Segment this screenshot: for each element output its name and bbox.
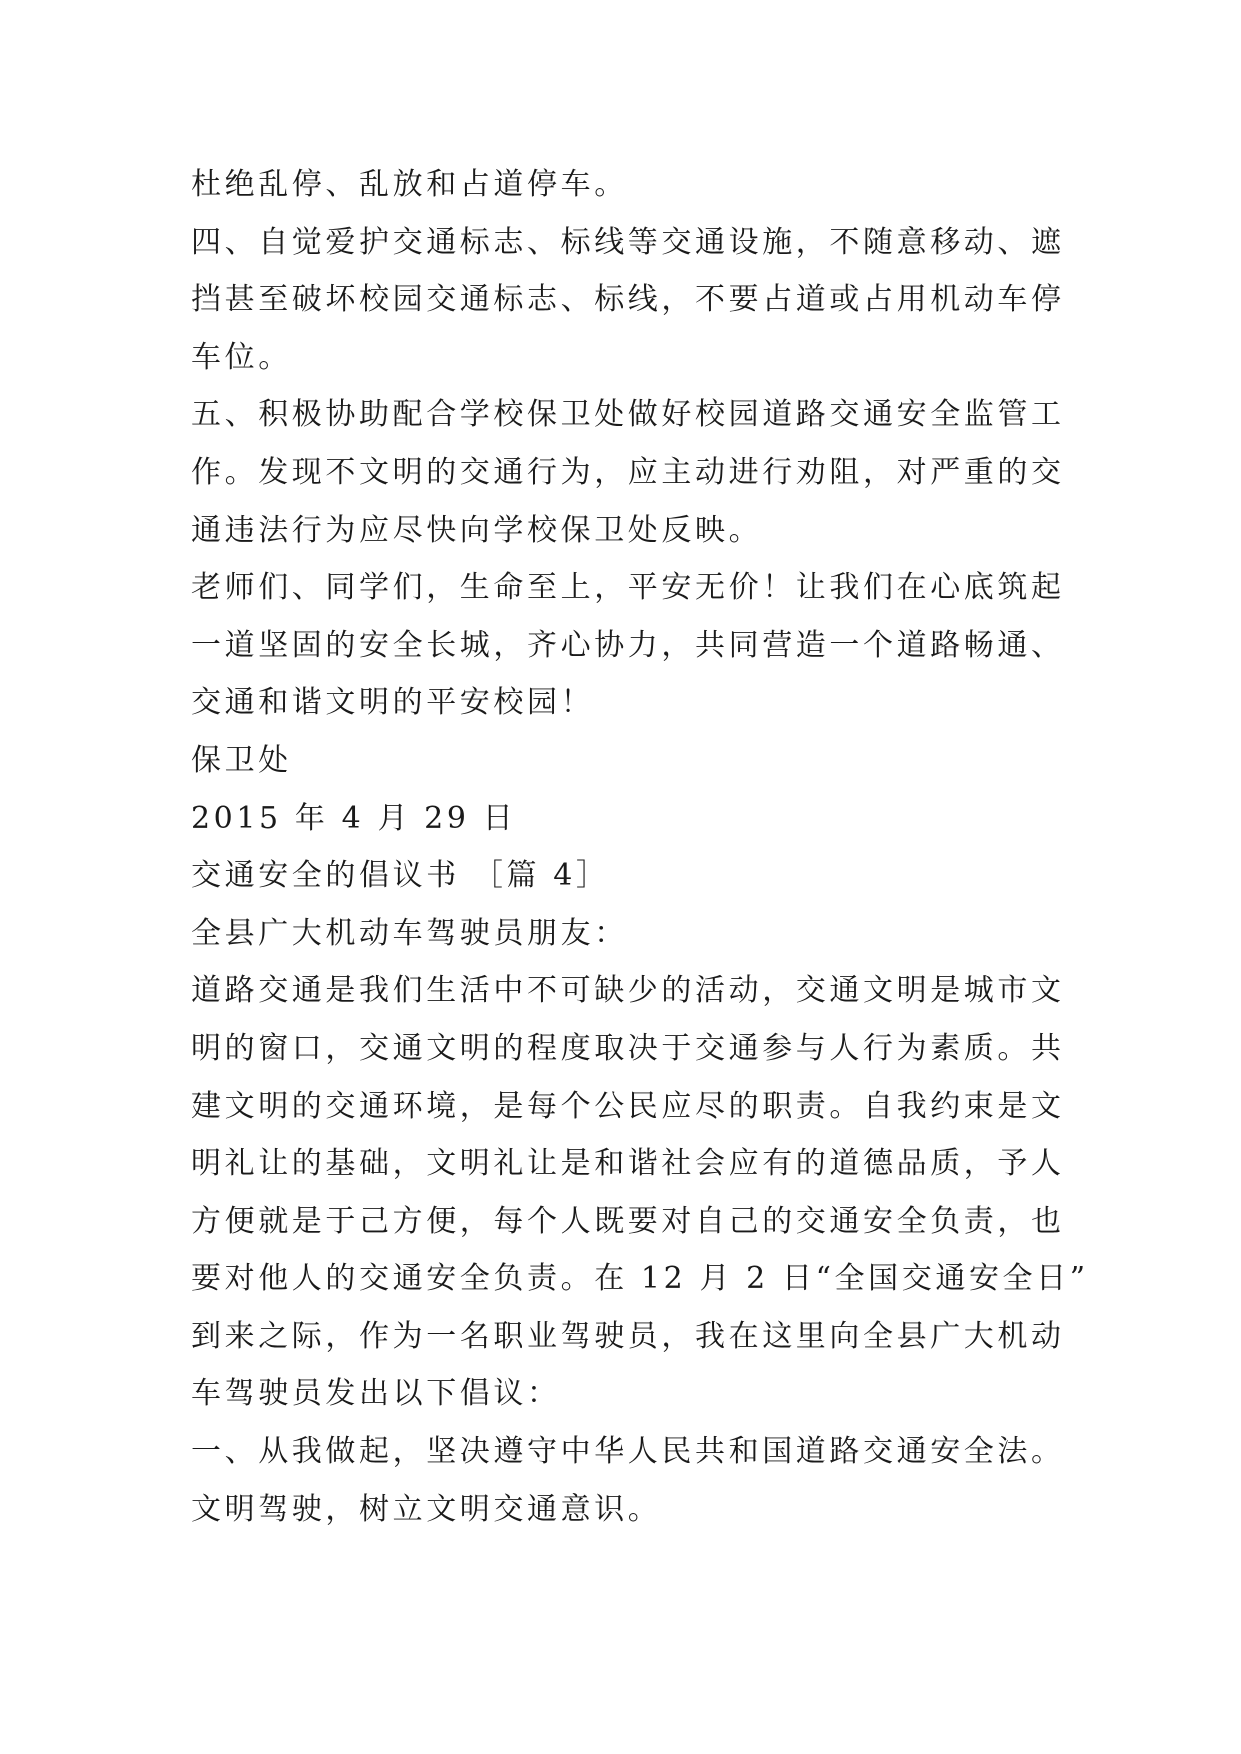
text-line: 通违法行为应尽快向学校保卫处反映。 — [191, 512, 763, 548]
section-title: 交通安全的倡议书 ［篇 4］ — [191, 858, 610, 894]
text-line: 要对他人的交通安全负责。在 12 月 2 日“全国交通安全日” — [191, 1261, 1089, 1297]
text-line: 一、从我做起，坚决遵守中华人民共和国道路交通安全法。 — [191, 1434, 1065, 1470]
text-line: 一道坚固的安全长城，齐心协力，共同营造一个道路畅通、 — [191, 627, 1065, 663]
text-line: 文明驾驶，树立文明交通意识。 — [191, 1491, 662, 1527]
text-line: 作。发现不文明的交通行为，应主动进行劝阻，对严重的交 — [191, 454, 1065, 490]
text-line: 五、积极协助配合学校保卫处做好校园道路交通安全监管工 — [191, 397, 1065, 433]
signature-date: 2015 年 4 月 29 日 — [191, 800, 517, 836]
text-line: 到来之际，作为一名职业驾驶员，我在这里向全县广大机动 — [191, 1318, 1065, 1354]
text-line: 建文明的交通环境，是每个公民应尽的职责。自我约束是文 — [191, 1088, 1065, 1124]
text-line: 老师们、同学们，生命至上，平安无价！让我们在心底筑起 — [191, 570, 1065, 606]
text-line: 车驾驶员发出以下倡议： — [191, 1376, 561, 1412]
salutation: 全县广大机动车驾驶员朋友： — [191, 915, 628, 951]
text-line: 明的窗口，交通文明的程度取决于交通参与人行为素质。共 — [191, 1030, 1065, 1066]
signature-department: 保卫处 — [191, 742, 292, 778]
text-line: 车位。 — [191, 339, 292, 375]
text-line: 方便就是于己方便，每个人既要对自己的交通安全负责，也 — [191, 1203, 1065, 1239]
text-line: 明礼让的基础，文明礼让是和谐社会应有的道德品质，予人 — [191, 1146, 1065, 1182]
text-line: 交通和谐文明的平安校园！ — [191, 685, 595, 721]
text-line: 挡甚至破坏校园交通标志、标线，不要占道或占用机动车停 — [191, 282, 1065, 318]
text-line: 道路交通是我们生活中不可缺少的活动，交通文明是城市文 — [191, 973, 1065, 1009]
text-line: 四、自觉爱护交通标志、标线等交通设施，不随意移动、遮 — [191, 224, 1065, 260]
document-body — [191, 156, 1091, 1538]
text-line: 杜绝乱停、乱放和占道停车。 — [191, 167, 628, 202]
